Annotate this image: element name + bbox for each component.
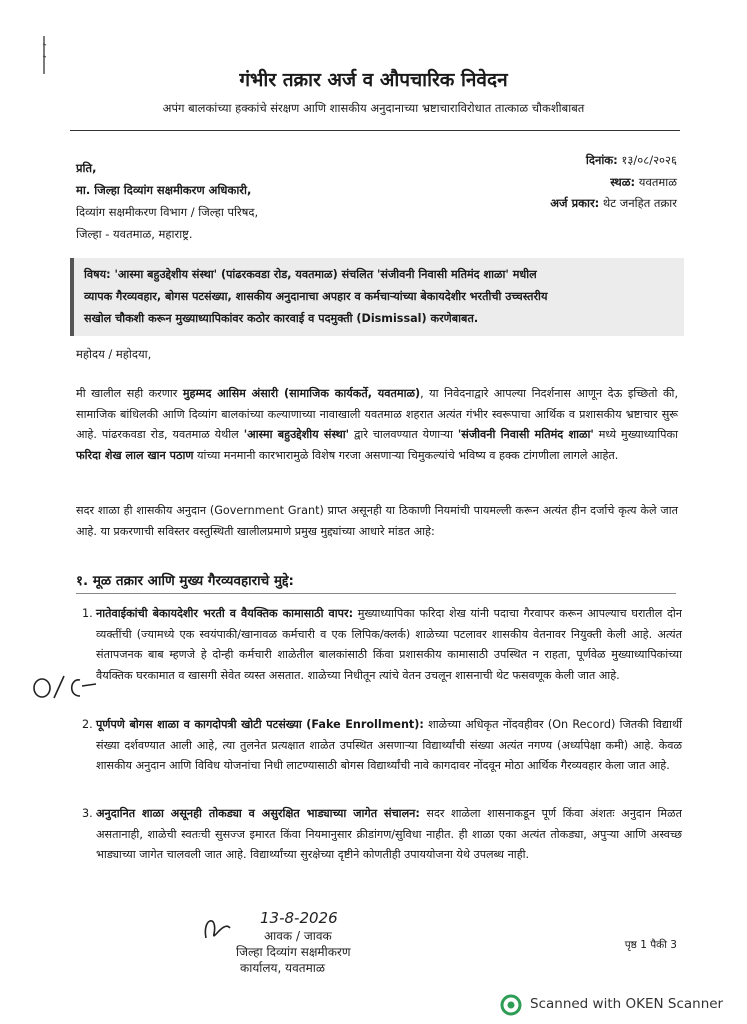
signature-scribble xyxy=(200,908,260,948)
para1-text-a: मी खालील सही करणार xyxy=(76,387,183,400)
addressee-officer: मा. जिल्हा दिव्यांग सक्षमीकरण अधिकारी, xyxy=(76,183,252,197)
addressee-block xyxy=(76,157,258,245)
item-body: शाळेच्या अधिकृत नोंदवहीवर (On Record) जितकी विद्यार्थी संख्या दर्शवण्यात आली आहे, त्या तुलनेत प्रत्यक्षात शाळेत उपस्थित असणाऱ्या विद्यार्थ्यांची संख्या अत्यंत नगण्य (अर्ध्यापेक्षा कमी) आहे. केवळ शासकीय अनुदान आणि विविध योजनांचा निधी लाटण्यासाठी बोगस विद्यार्थ्यांची नावे कागदावर नोंदवून मोठा आर्थिक गैरव्यवहार केला जात आहे. xyxy=(96,718,682,772)
meta-date xyxy=(550,150,677,172)
place-label: स्थळ: xyxy=(610,174,636,189)
subject-box xyxy=(70,258,684,336)
subject-line-2: व्यापक गैरव्यवहार, बोगस पटसंख्या, शासकीय अनुदानाचा अपहार व कर्मचाऱ्यांच्या बेकायदेशीर भरतीची उच्चस्तरीय xyxy=(84,290,548,303)
para1-text-c: , या निवेदनाद्वारे आपल्या निदर्शनास आणून देऊ इच्छितो की, सामाजिक बांधिलकी आणि दिव्यांग बालकांच्या कल्याणाच्या नावाखाली यवतमाळ शहरात अत्यंत गंभीर स्वरूपाचा आर्थिक व प्रशासकीय भ्रष्टाचार सुरू आहे. पांढरकवडा रोड, यवतमाळ येथील xyxy=(76,387,678,441)
addressee-district: जिल्हा - यवतमाळ, महाराष्ट्र. xyxy=(76,227,193,241)
scanner-logo-icon xyxy=(500,994,522,1016)
date-value: १३/०८/२०२६ xyxy=(621,153,677,167)
section-1-divider xyxy=(76,593,676,594)
place-value: यवतमाळ xyxy=(638,174,677,189)
addressee-dept: दिव्यांग सक्षमीकरण विभाग / जिल्हा परिषद, xyxy=(76,205,259,219)
header-divider xyxy=(70,130,680,131)
section-1-heading: १. मूळ तक्रार आणि मुख्य गैरव्यवहाराचे मुद्दे: xyxy=(76,573,294,589)
document-title: गंभीर तक्रार अर्ज व औपचारिक निवेदन xyxy=(239,69,508,91)
inward-stamp xyxy=(200,908,390,988)
headmistress-name: फरिदा शेख लाल खान पठाण xyxy=(76,448,194,462)
subject-line-3: सखोल चौकशी करून मुख्याध्यापिकांवर कठोर कारवाई व पदमुक्ती (Dismissal) करणेबाबत. xyxy=(84,312,479,325)
stamp-location: कार्यालय, यवतमाळ xyxy=(240,961,325,975)
stamp-date: 13-8-2026 xyxy=(260,909,338,927)
para1-text-g: मध्ये मुख्याध्यापिका xyxy=(593,428,678,441)
meta-type xyxy=(550,193,677,215)
complainant-name: मुहम्मद आसिम अंसारी (सामाजिक कार्यकर्ते, यवतमाळ) xyxy=(182,387,421,400)
para1-text-i: यांच्या मनमानी कारभारामुळे विशेष गरजा असणाऱ्या चिमुकल्यांचे भविष्य व हक्क टांगणीला लागले आहेत. xyxy=(193,448,619,462)
date-label: दिनांक: xyxy=(585,153,618,167)
salutation: महोदय / महोदया, xyxy=(76,347,152,361)
paragraph-context: सदर शाळा ही शासकीय अनुदान (Government Grant) प्राप्त असूनही या ठिकाणी नियमांची पायमल्ली करून अत्यंत हीन दर्जाचे कृत्य केले जात आहे. या प्रकरणाची सविस्तर वस्तुस्थिती खालीलप्रमाणे प्रमुख मुद्द्यांच्या आधारे मांडत आहे: xyxy=(76,504,678,538)
stamp-inward-outward: आवक / जावक xyxy=(264,929,332,943)
subject-line-1: विषय: 'आस्मा बहुउद्देशीय संस्था' (पांढरकवडा रोड, यवतमाळ) संचलित 'संजीवनी निवासी मतिमंद शाळा' मधील xyxy=(84,268,537,281)
item-heading: अनुदानित शाळा असूनही तोकड्या व असुरक्षित भाड्याच्या जागेत संचालन: xyxy=(96,807,420,820)
stamp-office: जिल्हा दिव्यांग सक्षमीकरण xyxy=(236,945,351,959)
complaint-item-1 xyxy=(82,604,683,686)
complaint-item-2 xyxy=(82,715,682,777)
item-number: 2. xyxy=(82,718,93,731)
meta-block xyxy=(550,150,677,215)
handwritten-oc-note xyxy=(28,666,98,706)
type-label: अर्ज प्रकार: xyxy=(550,196,600,210)
document-subtitle: अपंग बालकांच्या हक्कांचे संरक्षण आणि शासकीय अनुदानाच्या भ्रष्टाचाराविरोधात तात्काळ चौकशीबाबत xyxy=(162,101,585,115)
item-heading: नातेवाईकांची बेकायदेशीर भरती व वैयक्तिक कामासाठी वापर: xyxy=(96,607,354,620)
institution-name: 'आस्मा बहुउद्देशीय संस्था' xyxy=(243,428,350,441)
complaint-item-3 xyxy=(82,804,682,866)
addressee-prefix: प्रति, xyxy=(76,161,97,175)
page-number: पृष्ठ 1 पैकी 3 xyxy=(624,939,677,951)
meta-place xyxy=(550,172,677,194)
item-body: मुख्याध्यापिका फरिदा शेख यांनी पदाचा गैरवापर करून आपल्याच घरातील दोन व्यक्तींची (ज्यामध्ये एक स्वयंपाकी/खानावळ कर्मचारी व एक लिपिक/क्लर्क) शाळेच्या पटलावर शासकीय वेतनावर नियुक्ती केली आहे. अत्यंत संतापजनक बाब म्हणजे हे दोन्ही कर्मचारी शाळेतील बालकांसाठी किंवा प्रशासकीय कामासाठी उपस्थित न राहता, पूर्णवेळ मुख्याध्यापिकांच्या वैयक्तिक घरकामात व खासगी सेवेत व्यस्त असतात. शाळेच्या निधीतून त्यांचे वेतन उचलून शासनाची थेट फसवणूक केली जात आहे. xyxy=(96,607,683,682)
item-number: 1. xyxy=(82,607,93,620)
scanner-watermark-text: Scanned with OKEN Scanner xyxy=(530,996,724,1012)
para1-text-e: द्वारे चालवण्यात येणाऱ्या xyxy=(349,428,458,441)
paragraph-intro xyxy=(76,384,678,466)
school-name: 'संजीवनी निवासी मतिमंद शाळा' xyxy=(457,428,594,441)
item-body: सदर शाळेला शासनाकडून पूर्ण किंवा अंशतः अनुदान मिळत असतानाही, शाळेची स्वतःची सुसज्ज इमारत किंवा नियमानुसार क्रीडांगण/सुविधा नाहीत. ही शाळा एका अत्यंत तोकड्या, अपुऱ्या आणि अस्वच्छ भाड्याच्या जागेत चालवली जात आहे. विद्यार्थ्यांच्या सुरक्षेच्या दृष्टीने कोणतीही उपाययोजना येथे उपलब्ध नाही. xyxy=(96,807,682,861)
item-heading: पूर्णपणे बोगस शाळा व कागदोपत्री खोटी पटसंख्या (Fake Enrollment): xyxy=(96,718,424,731)
type-value: थेट जनहित तक्रार xyxy=(602,196,677,210)
item-number: 3. xyxy=(82,807,93,820)
